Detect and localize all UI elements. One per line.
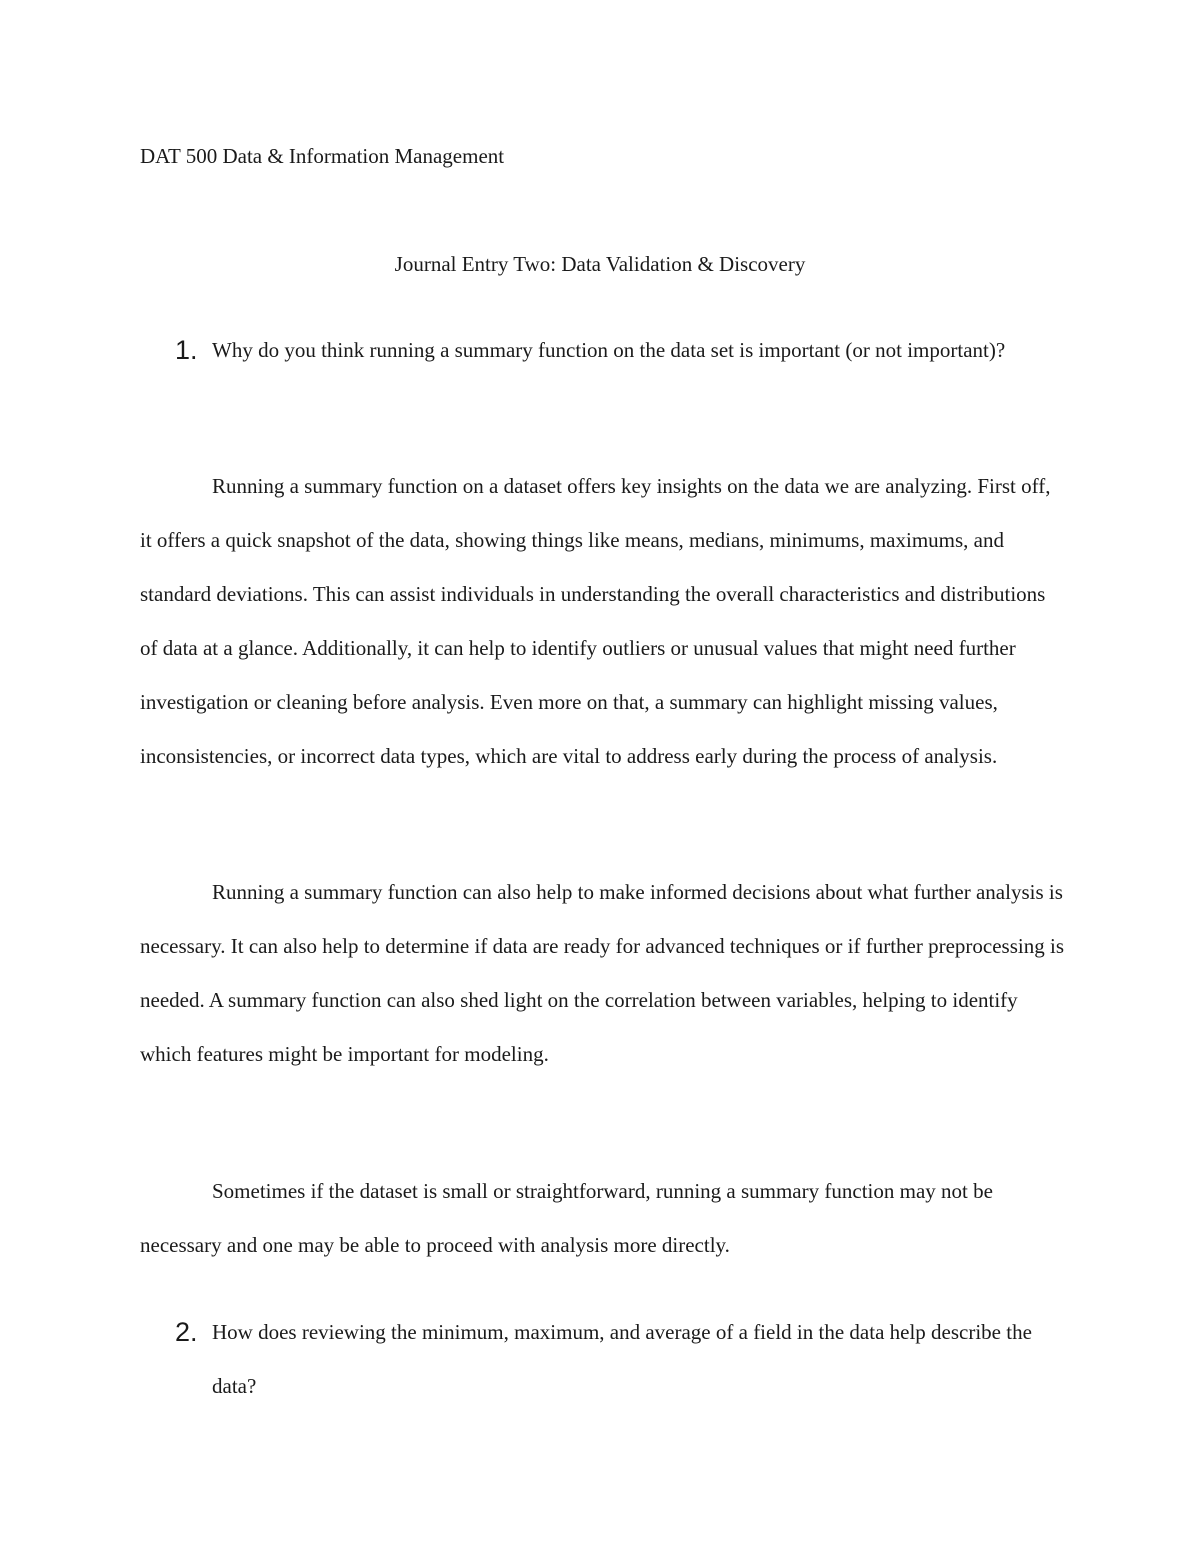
course-title: DAT 500 Data & Information Management <box>140 144 505 168</box>
question-text: How does reviewing the minimum, maximum, and average of a field in the data help describe the data? <box>212 1320 1032 1398</box>
question-number: 2. <box>175 1317 198 1347</box>
answer-paragraph: Running a summary function on a dataset offers key insights on the data we are analyzing. First off, it offers a quick snapshot of the data, showing things like means, medians, minimums, maximums, and standard deviations. This can assist individuals in understanding the overall characteristics and distributions of data at a glance. Additionally, it can help to identify outliers or unusual values that might need further investigation or cleaning before analysis. Even more on that, a summary can highlight missing values, inconsistencies, or incorrect data types, which are vital to address early during the process of analysis. <box>140 474 1051 768</box>
question-2 <box>140 1305 1070 1413</box>
question-1 <box>140 323 1070 377</box>
question-number: 1. <box>175 335 198 365</box>
question-text: Why do you think running a summary function on the data set is important (or not important)? <box>212 338 1006 362</box>
document-title: Journal Entry Two: Data Validation & Discovery <box>394 252 806 276</box>
answer-paragraph: Running a summary function can also help to make informed decisions about what further analysis is necessary. It can also help to determine if data are ready for advanced techniques or if further preprocessing is needed. A summary function can also shed light on the correlation between variables, helping to identify which features might be important for modeling. <box>140 880 1064 1066</box>
answer-paragraph: Sometimes if the dataset is small or straightforward, running a summary function may not be necessary and one may be able to proceed with analysis more directly. <box>140 1179 993 1257</box>
